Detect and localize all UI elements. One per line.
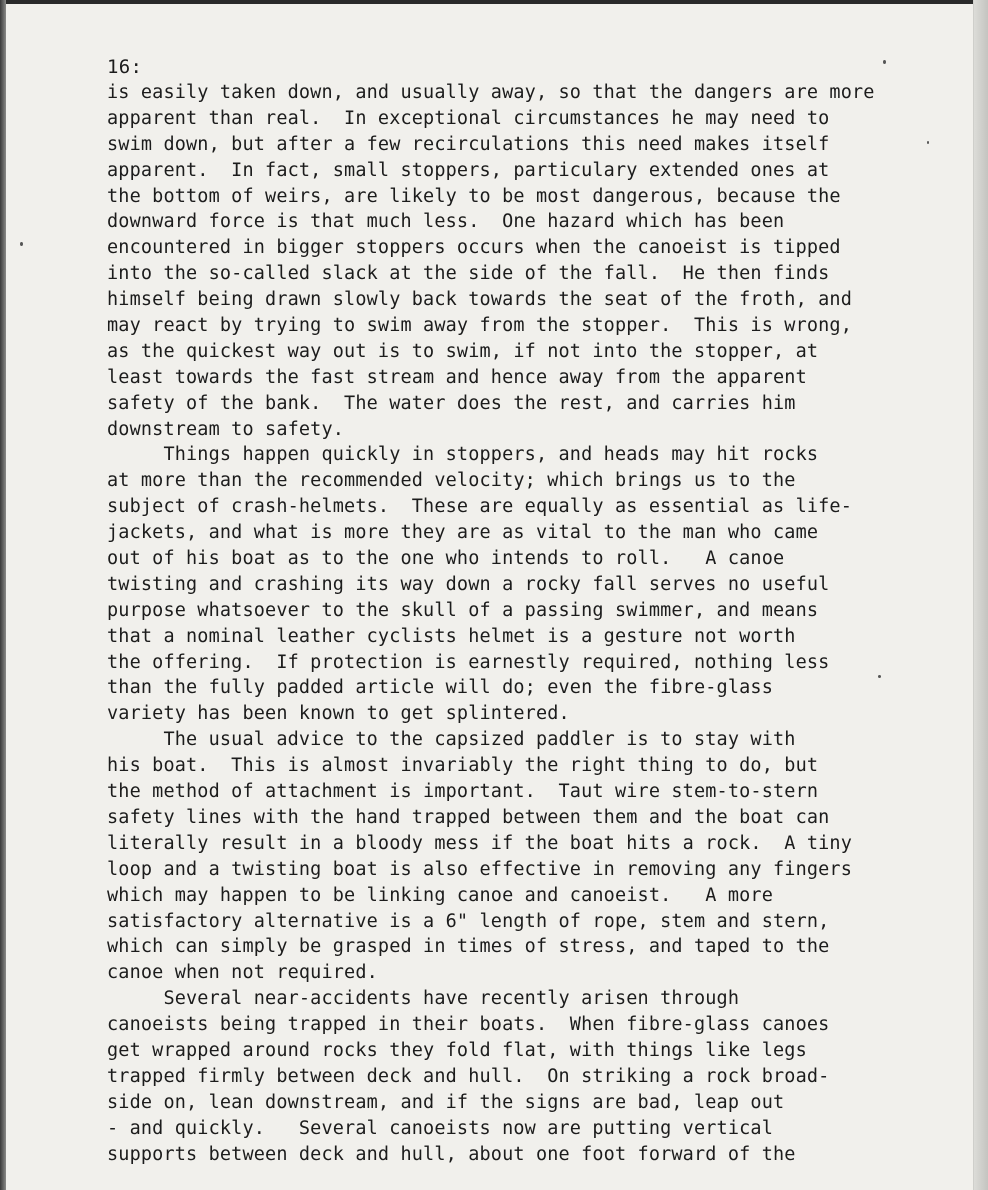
text-line: Several near-accidents have recently arisen through <box>107 988 740 1010</box>
text-line: as the quickest way out is to swim, if not into the stopper, at <box>107 340 819 362</box>
text-line: Things happen quickly in stoppers, and heads may hit rocks <box>107 444 819 466</box>
text-line: purpose whatsoever to the skull of a passing swimmer, and means <box>107 599 819 621</box>
text-line: himself being drawn slowly back towards the seat of the froth, and <box>107 289 853 311</box>
text-line: encountered in bigger stoppers occurs when the canoeist is tipped <box>107 237 841 259</box>
text-line: supports between deck and hull, about one foot forward of the <box>107 1143 796 1165</box>
scan-speck <box>883 60 886 64</box>
text-line: may react by trying to swim away from the stopper. This is wrong, <box>107 315 853 337</box>
page-number: 16: <box>107 56 143 78</box>
scan-speck <box>927 141 929 144</box>
text-line: apparent. In fact, small stoppers, particulary extended ones at <box>107 159 830 181</box>
scan-speck <box>878 675 881 678</box>
text-line: out of his boat as to the one who intends to roll. A canoe <box>107 548 785 570</box>
text-line: his boat. This is almost invariably the right thing to do, but <box>107 755 819 777</box>
text-line: than the fully padded article will do; even the fibre-glass <box>107 677 773 699</box>
text-line: swim down, but after a few recirculations this need makes itself <box>107 133 830 155</box>
text-line: canoeists being trapped in their boats. When fibre-glass canoes <box>107 1014 830 1036</box>
body-text <box>107 80 967 1167</box>
text-line: variety has been known to get splintered. <box>107 703 570 725</box>
scan-speck <box>20 242 23 246</box>
text-line: The usual advice to the capsized paddler is to stay with <box>107 729 796 751</box>
text-line: apparent than real. In exceptional circumstances he may need to <box>107 107 830 129</box>
text-line: least towards the fast stream and hence away from the apparent <box>107 366 807 388</box>
text-line: canoe when not required. <box>107 962 378 984</box>
text-line: downward force is that much less. One hazard which has been <box>107 211 785 233</box>
text-line: the offering. If protection is earnestly required, nothing less <box>107 651 830 673</box>
text-line: the bottom of weirs, are likely to be most dangerous, because the <box>107 185 841 207</box>
text-line: literally result in a bloody mess if the boat hits a rock. A tiny <box>107 832 853 854</box>
text-line: trapped firmly between deck and hull. On striking a rock broad- <box>107 1065 830 1087</box>
text-line: subject of crash-helmets. These are equally as essential as life- <box>107 496 853 518</box>
text-line: twisting and crashing its way down a rocky fall serves no useful <box>107 573 830 595</box>
text-line: at more than the recommended velocity; which brings us to the <box>107 470 796 492</box>
text-line: safety lines with the hand trapped between them and the boat can <box>107 806 830 828</box>
text-line: - and quickly. Several canoeists now are putting vertical <box>107 1117 773 1139</box>
text-line: that a nominal leather cyclists helmet is a gesture not worth <box>107 625 796 647</box>
text-line: satisfactory alternative is a 6" length of rope, stem and stern, <box>107 910 830 932</box>
text-line: loop and a twisting boat is also effective in removing any fingers <box>107 858 853 880</box>
text-line: into the so-called slack at the side of the fall. He then finds <box>107 263 830 285</box>
text-line: get wrapped around rocks they fold flat, with things like legs <box>107 1039 807 1061</box>
text-line: safety of the bank. The water does the rest, and carries him <box>107 392 796 414</box>
text-line: downstream to safety. <box>107 418 345 440</box>
document-page <box>6 4 974 1190</box>
text-line: side on, lean downstream, and if the signs are bad, leap out <box>107 1091 785 1113</box>
text-line: the method of attachment is important. Taut wire stem-to-stern <box>107 781 819 803</box>
text-line: which may happen to be linking canoe and canoeist. A more <box>107 884 773 906</box>
text-line: which can simply be grasped in times of stress, and taped to the <box>107 936 830 958</box>
text-line: jackets, and what is more they are as vital to the man who came <box>107 522 819 544</box>
scan-edge-right <box>973 0 988 1190</box>
text-line: is easily taken down, and usually away, so that the dangers are more <box>107 82 875 103</box>
